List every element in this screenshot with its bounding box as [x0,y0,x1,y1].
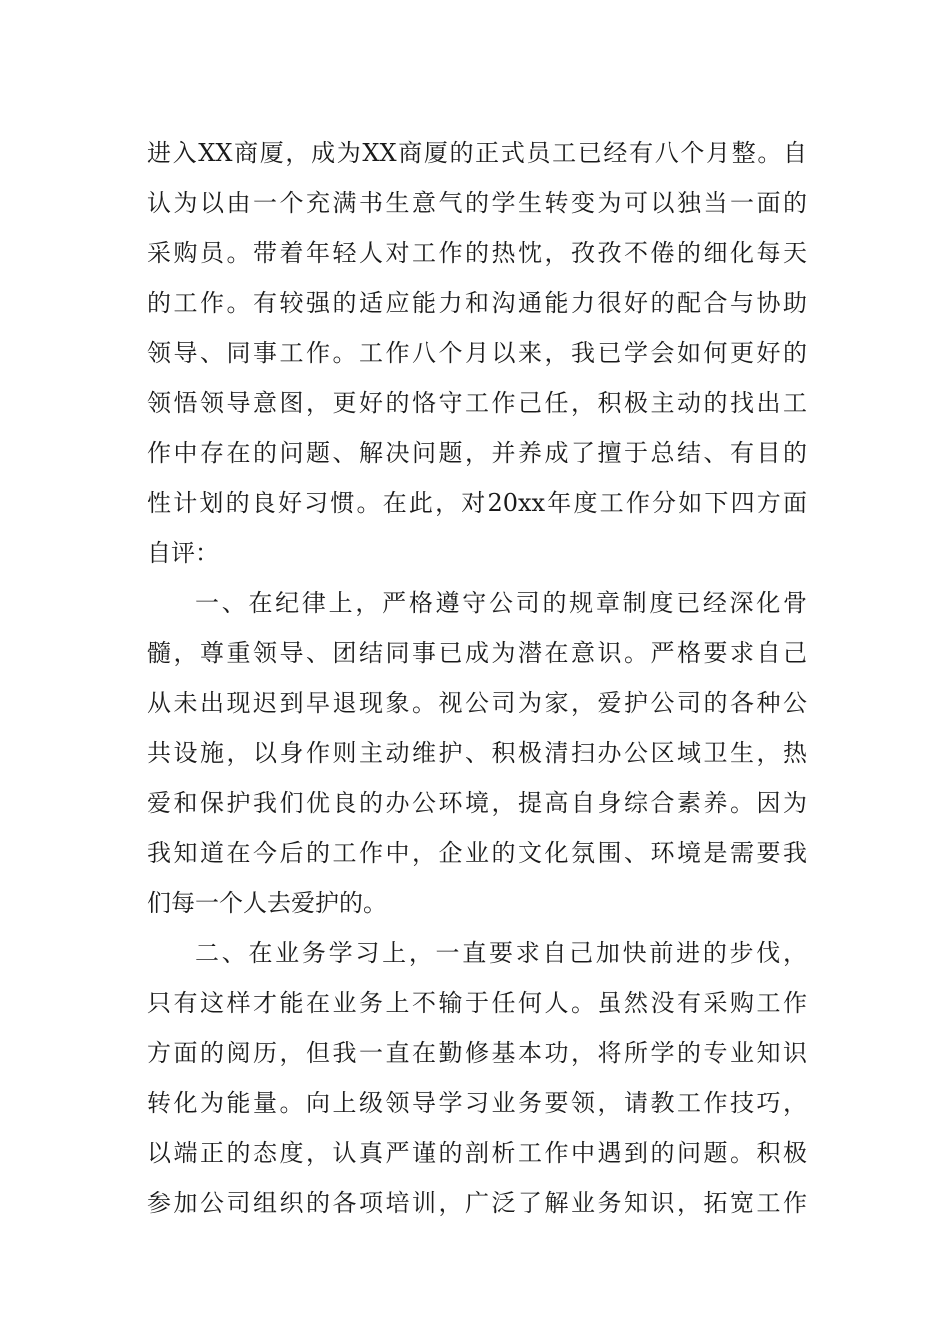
document-body [147,128,807,1228]
paragraph-3-line-4: 转化为能量。向上级领导学习业务要领，请教工作技巧， [147,1089,807,1117]
paragraph-3-line-5: 以端正的态度，认真严谨的剖析工作中遇到的问题。积极 [147,1139,807,1167]
paragraph-1-line-7: 作中存在的问题、解决问题，并养成了擅于总结、有目的 [147,439,807,467]
paragraph-1-line-6: 领悟领导意图，更好的恪守工作己任，积极主动的找出工 [147,389,807,417]
paragraph-1-line-1: 进入XX商厦，成为XX商厦的正式员工已经有八个月整。自 [147,139,807,167]
paragraph-3-line-3: 方面的阅历，但我一直在勤修基本功，将所学的专业知识 [147,1039,807,1067]
paragraph-3-line-2: 只有这样才能在业务上不输于任何人。虽然没有采购工作 [147,989,807,1017]
paragraph-1-line-8: 性计划的良好习惯。在此，对20xx年度工作分如下四方面 [147,489,807,517]
paragraph-2-line-5: 爱和保护我们优良的办公环境，提高自身综合素养。因为 [147,789,807,817]
paragraph-3-line-6: 参加公司组织的各项培训，广泛了解业务知识，拓宽工作 [147,1189,807,1217]
paragraph-2-line-7: 们每一个人去爱护的。 [147,889,387,917]
paragraph-2-line-3: 从未出现迟到早退现象。视公司为家，爱护公司的各种公 [147,689,807,717]
paragraph-1-line-5: 领导、同事工作。工作八个月以来，我已学会如何更好的 [147,339,807,367]
paragraph-2-line-4: 共设施，以身作则主动维护、积极清扫办公区域卫生，热 [147,739,807,767]
paragraph-2-line-1: 一、在纪律上，严格遵守公司的规章制度已经深化骨 [195,589,807,617]
paragraph-2-line-6: 我知道在今后的工作中，企业的文化氛围、环境是需要我 [147,839,807,867]
paragraph-3-line-1: 二、在业务学习上，一直要求自己加快前进的步伐， [195,939,807,967]
paragraph-1-line-3: 采购员。带着年轻人对工作的热忱，孜孜不倦的细化每天 [147,239,807,267]
paragraph-1-line-2: 认为以由一个充满书生意气的学生转变为可以独当一面的 [147,189,807,217]
paragraph-1-line-4: 的工作。有较强的适应能力和沟通能力很好的配合与协助 [147,289,807,317]
paragraph-2-line-2: 髓，尊重领导、团结同事已成为潜在意识。严格要求自己 [147,639,807,667]
paragraph-1-line-9: 自评： [147,539,219,567]
